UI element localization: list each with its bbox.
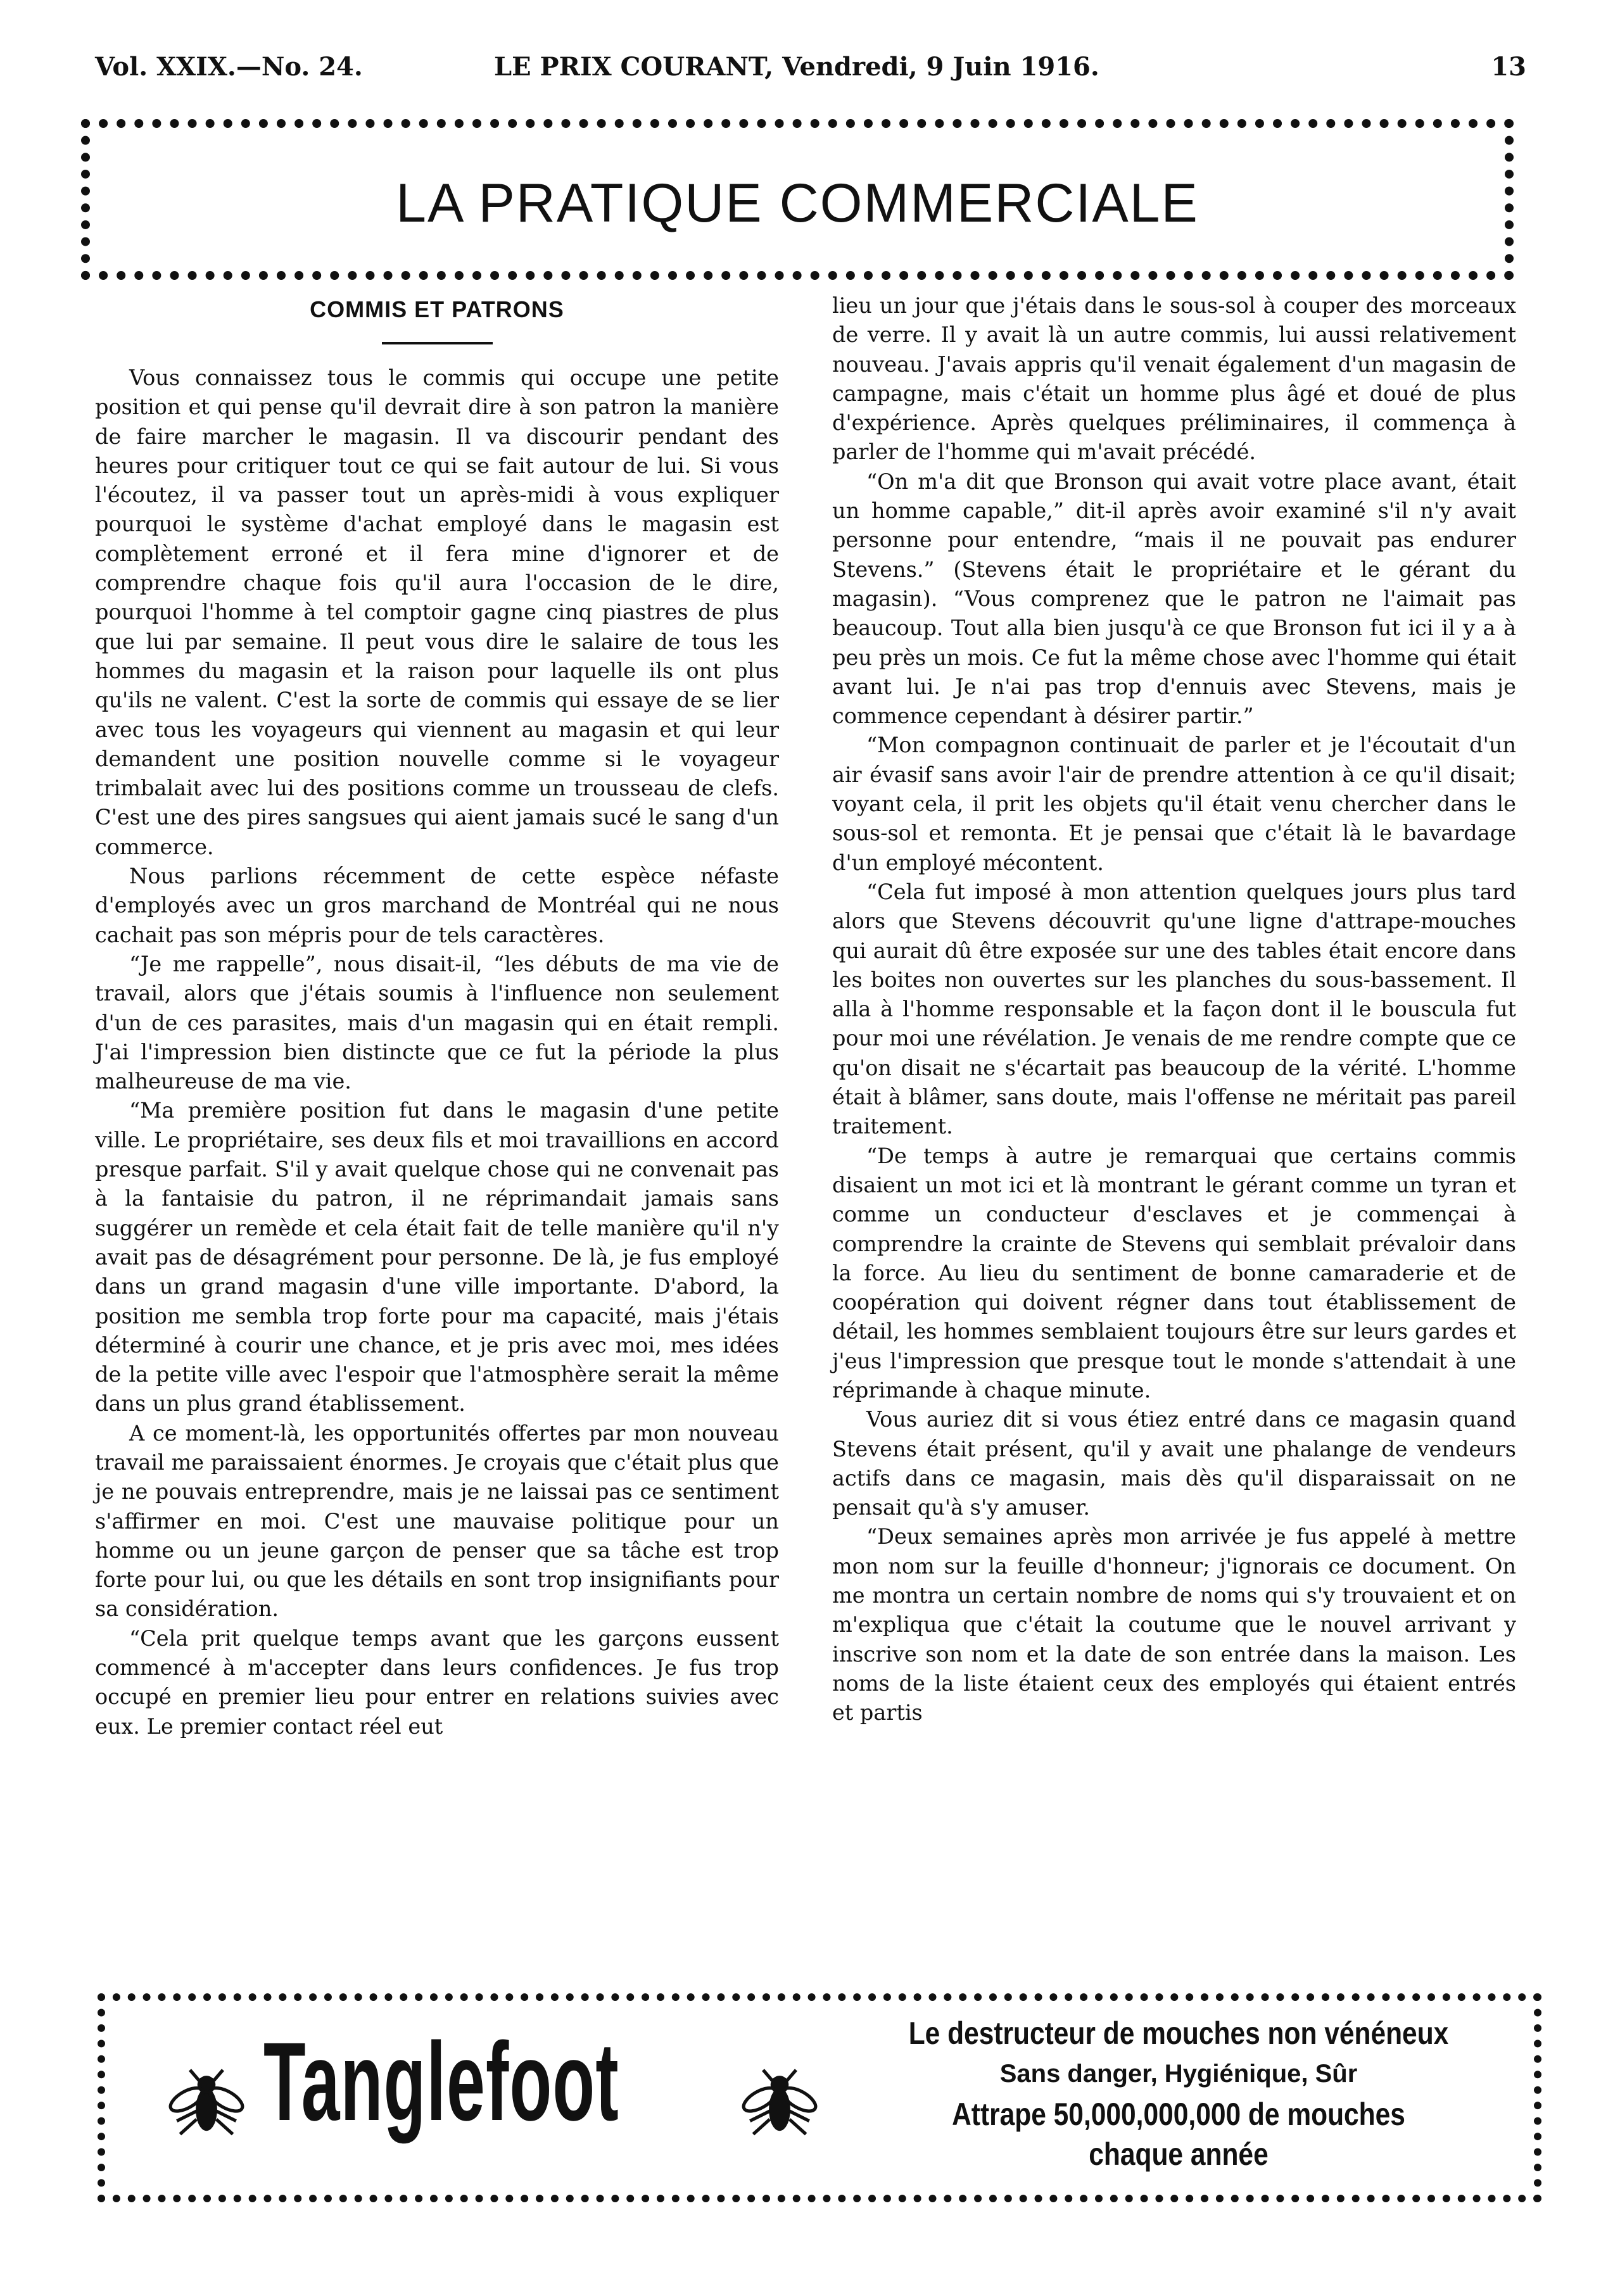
ad-claim-end: chaque année (1089, 2136, 1269, 2172)
paragraph: Vous auriez dit si vous étiez entré dans ce magasin quand Stevens était présent, qu'il y avait une phalange de vendeurs actifs dans ce magasin, mais dès qu'il disparaissait on ne pensait qu'à s'y amuser. (832, 1407, 1516, 1520)
paragraph: “Ma première position fut dans le magasin d'une petite ville. Le propriétaire, ses deux fils et moi travaillions en accord presque parfait. S'il y avait quelque chose qui ne convenait pas à la fantaisie du patron, il ne réprimandait jamais sans suggérer un remède et cela était fait de telle manière qu'il n'y avait pas de désagrément pour personne. De là, je fus employé dans un grand magasin d'une ville importante. D'abord, la position me sembla trop forte pour ma capacité, mais j'étais déterminé à courir une chance, et je pris avec moi, mes idées de la petite ville avec l'espoir que l'atmosphère serait la même dans un plus grand établissement. (95, 1098, 779, 1416)
paragraph: “Cela prit quelque temps avant que les garçons eussent commencé à m'accepter dans leurs confidences. Je fus trop occupé en premier lieu pour entrer en relations suivies avec eux. Le premier contact réel eut (95, 1625, 779, 1739)
paragraph: “Je me rappelle”, nous disait-il, “les débuts de ma vie de travail, alors que j'étais soumis à l'influence non seulement d'un de ces parasites, mais d'un magasin qui en était rempli. J'ai l'impression bien distincte que ce fut la période la plus malheureuse de ma vie. (95, 951, 779, 1094)
article-column-right (832, 291, 1516, 1969)
ad-copy (833, 2012, 1524, 2173)
page-number: 13 (1491, 52, 1526, 82)
publication-dateline: LE PRIX COURANT, Vendredi, 9 Juin 1916. (494, 52, 1099, 82)
section-title-box (81, 119, 1514, 280)
paragraph: “On m'a dit que Bronson qui avait votre place avant, était un homme capable,” dit-il après avoir examiné s'il n'y avait personne pour entendre, “mais il ne pouvait pas endurer Stevens.” (Stevens était le propriétaire et le gérant du magasin). “Vous comprenez que le patron ne l'aimait pas beaucoup. Tout alla bien jusqu'à ce que Bronson fut ici il y a à peu près un mois. Ce fut la même chose avec l'homme qui était avant lui. Je n'ai pas trop d'ennuis avec Stevens, mais je commence cependant à désirer partir.” (832, 469, 1516, 729)
running-head (95, 52, 1526, 96)
article-column-left (95, 291, 779, 1969)
fly-icon (165, 2062, 248, 2144)
paragraph: “Mon compagnon continuait de parler et je l'écoutait d'un air évasif sans avoir l'air de prendre attention à ce qu'il disait; voyant cela, il prit les objets qu'il était venu chercher dans le sous-sol et remonta. Et je pensai que c'était là le bavardage d'un employé mécontent. (832, 733, 1516, 875)
paragraph: lieu un jour que j'étais dans le sous-sol à couper des morceaux de verre. Il y avait là un autre commis, lui aussi relativement nouveau. J'avais appris qu'il venait également d'un magasin de campagne, mais c'était un homme plus âgé et doué de plus d'expérience. Après quelques préliminaires, il commença à parler de l'homme qui m'avait précédé. (832, 293, 1516, 465)
paragraph: “Deux semaines après mon arrivée je fus appelé à mettre mon nom sur la feuille d'honneur; j'ignorais ce document. On me montra un certain nombre de noms qui s'y trouvaient et on m'expliqua que c'était la coutume que le nouvel arrivant y inscrive son nom et la date de son entrée dans la maison. Les noms de la liste étaient ceux des employés qui étaient entrés et partis (832, 1524, 1516, 1725)
paragraph: A ce moment-là, les opportunités offertes par mon nouveau travail me paraissaient énormes. Je croyais que c'était plus que je ne pouvais entreprendre, mais je ne laissai pas ce sentiment s'affirmer en moi. C'est une mauvaise politique pour un homme ou un jeune garçon de penser que sa tâche est trop forte pour lui, ou que les détails en sont trop insignifiants pour sa considération. (95, 1420, 779, 1622)
paragraph: “Cela fut imposé à mon attention quelques jours plus tard alors que Stevens découvrit qu'une ligne d'attrape-mouches qui aurait dû être exposée sur une des tables était encore dans les boites non ouvertes sur les planches du sous-bassement. Il alla à l'homme responsable et la façon dont il le bouscula fut pour moi une révélation. Je venais de me rendre compte que ce qu'on disait ne s'écartait pas beaucoup de la vérité. L'homme était à blâmer, sans doute, mais l'offense ne méritait pas pareil traitement. (832, 879, 1516, 1139)
ad-claim: Attrape 50,000,000,000 de mouches (952, 2097, 1405, 2132)
brand-name: Tanglefoot (263, 2020, 619, 2144)
heading-rule (382, 342, 493, 344)
tanglefoot-advertisement (98, 1993, 1541, 2202)
volume-number: Vol. XXIX.—No. 24. (95, 52, 363, 82)
fly-icon (738, 2062, 821, 2144)
article-heading: COMMIS ET PATRONS (310, 296, 564, 322)
paragraph: “De temps à autre je remarquai que certains commis disaient un mot ici et là montrant le gérant comme un tyran et comme un conducteur d'esclaves et je commençai à comprendre la crainte de Stevens qui semblait prévaloir dans la force. Au lieu du sentiment de bonne camaraderie et de coopération qui doivent régner dans tout établissement de détail, les hommes semblaient toujours être sur leurs gardes et j'eus l'impression que presque tout le monde s'attendait à une réprimande à chaque minute. (832, 1143, 1516, 1403)
ad-tagline: Le destructeur de mouches non vénéneux (908, 2015, 1449, 2051)
paragraph: Nous parlions récemment de cette espèce néfaste d'employés avec un gros marchand de Montréal qui ne nous cachait pas son mépris pour de tels caractères. (95, 864, 779, 947)
section-title: LA PRATIQUE COMMERCIALE (396, 173, 1199, 234)
paragraph: Vous connaissez tous le commis qui occupe une petite position et qui pense qu'il devrait dire à son patron la manière de faire marcher le magasin. Il va discourir pendant des heures pour critiquer tout ce qui se fait autour de lui. Si vous l'écoutez, il va passer tout un après-midi à vous expliquer pourquoi le système d'achat employé dans le magasin est complètement erroné et il fera mine d'ignorer et de comprendre chaque fois qu'il aura l'occasion de le dire, pourquoi l'homme à tel comptoir gagne cinq piastres de plus que lui par semaine. Il peut vous dire le salaire de tous les hommes du magasin et la raison pour laquelle ils ont plus qu'ils ne valent. C'est la sorte de commis qui essaye de se lier avec tous les voyageurs qui viennent au magasin et qui leur demandent une position nouvelle comme si le voyageur trimbalait avec lui des positions comme un trousseau de clefs. C'est une des pires sangsues qui aient jamais sucé le sang d'un commerce. (95, 365, 779, 859)
ad-qualities: Sans danger, Hygiénique, Sûr (999, 2060, 1358, 2088)
